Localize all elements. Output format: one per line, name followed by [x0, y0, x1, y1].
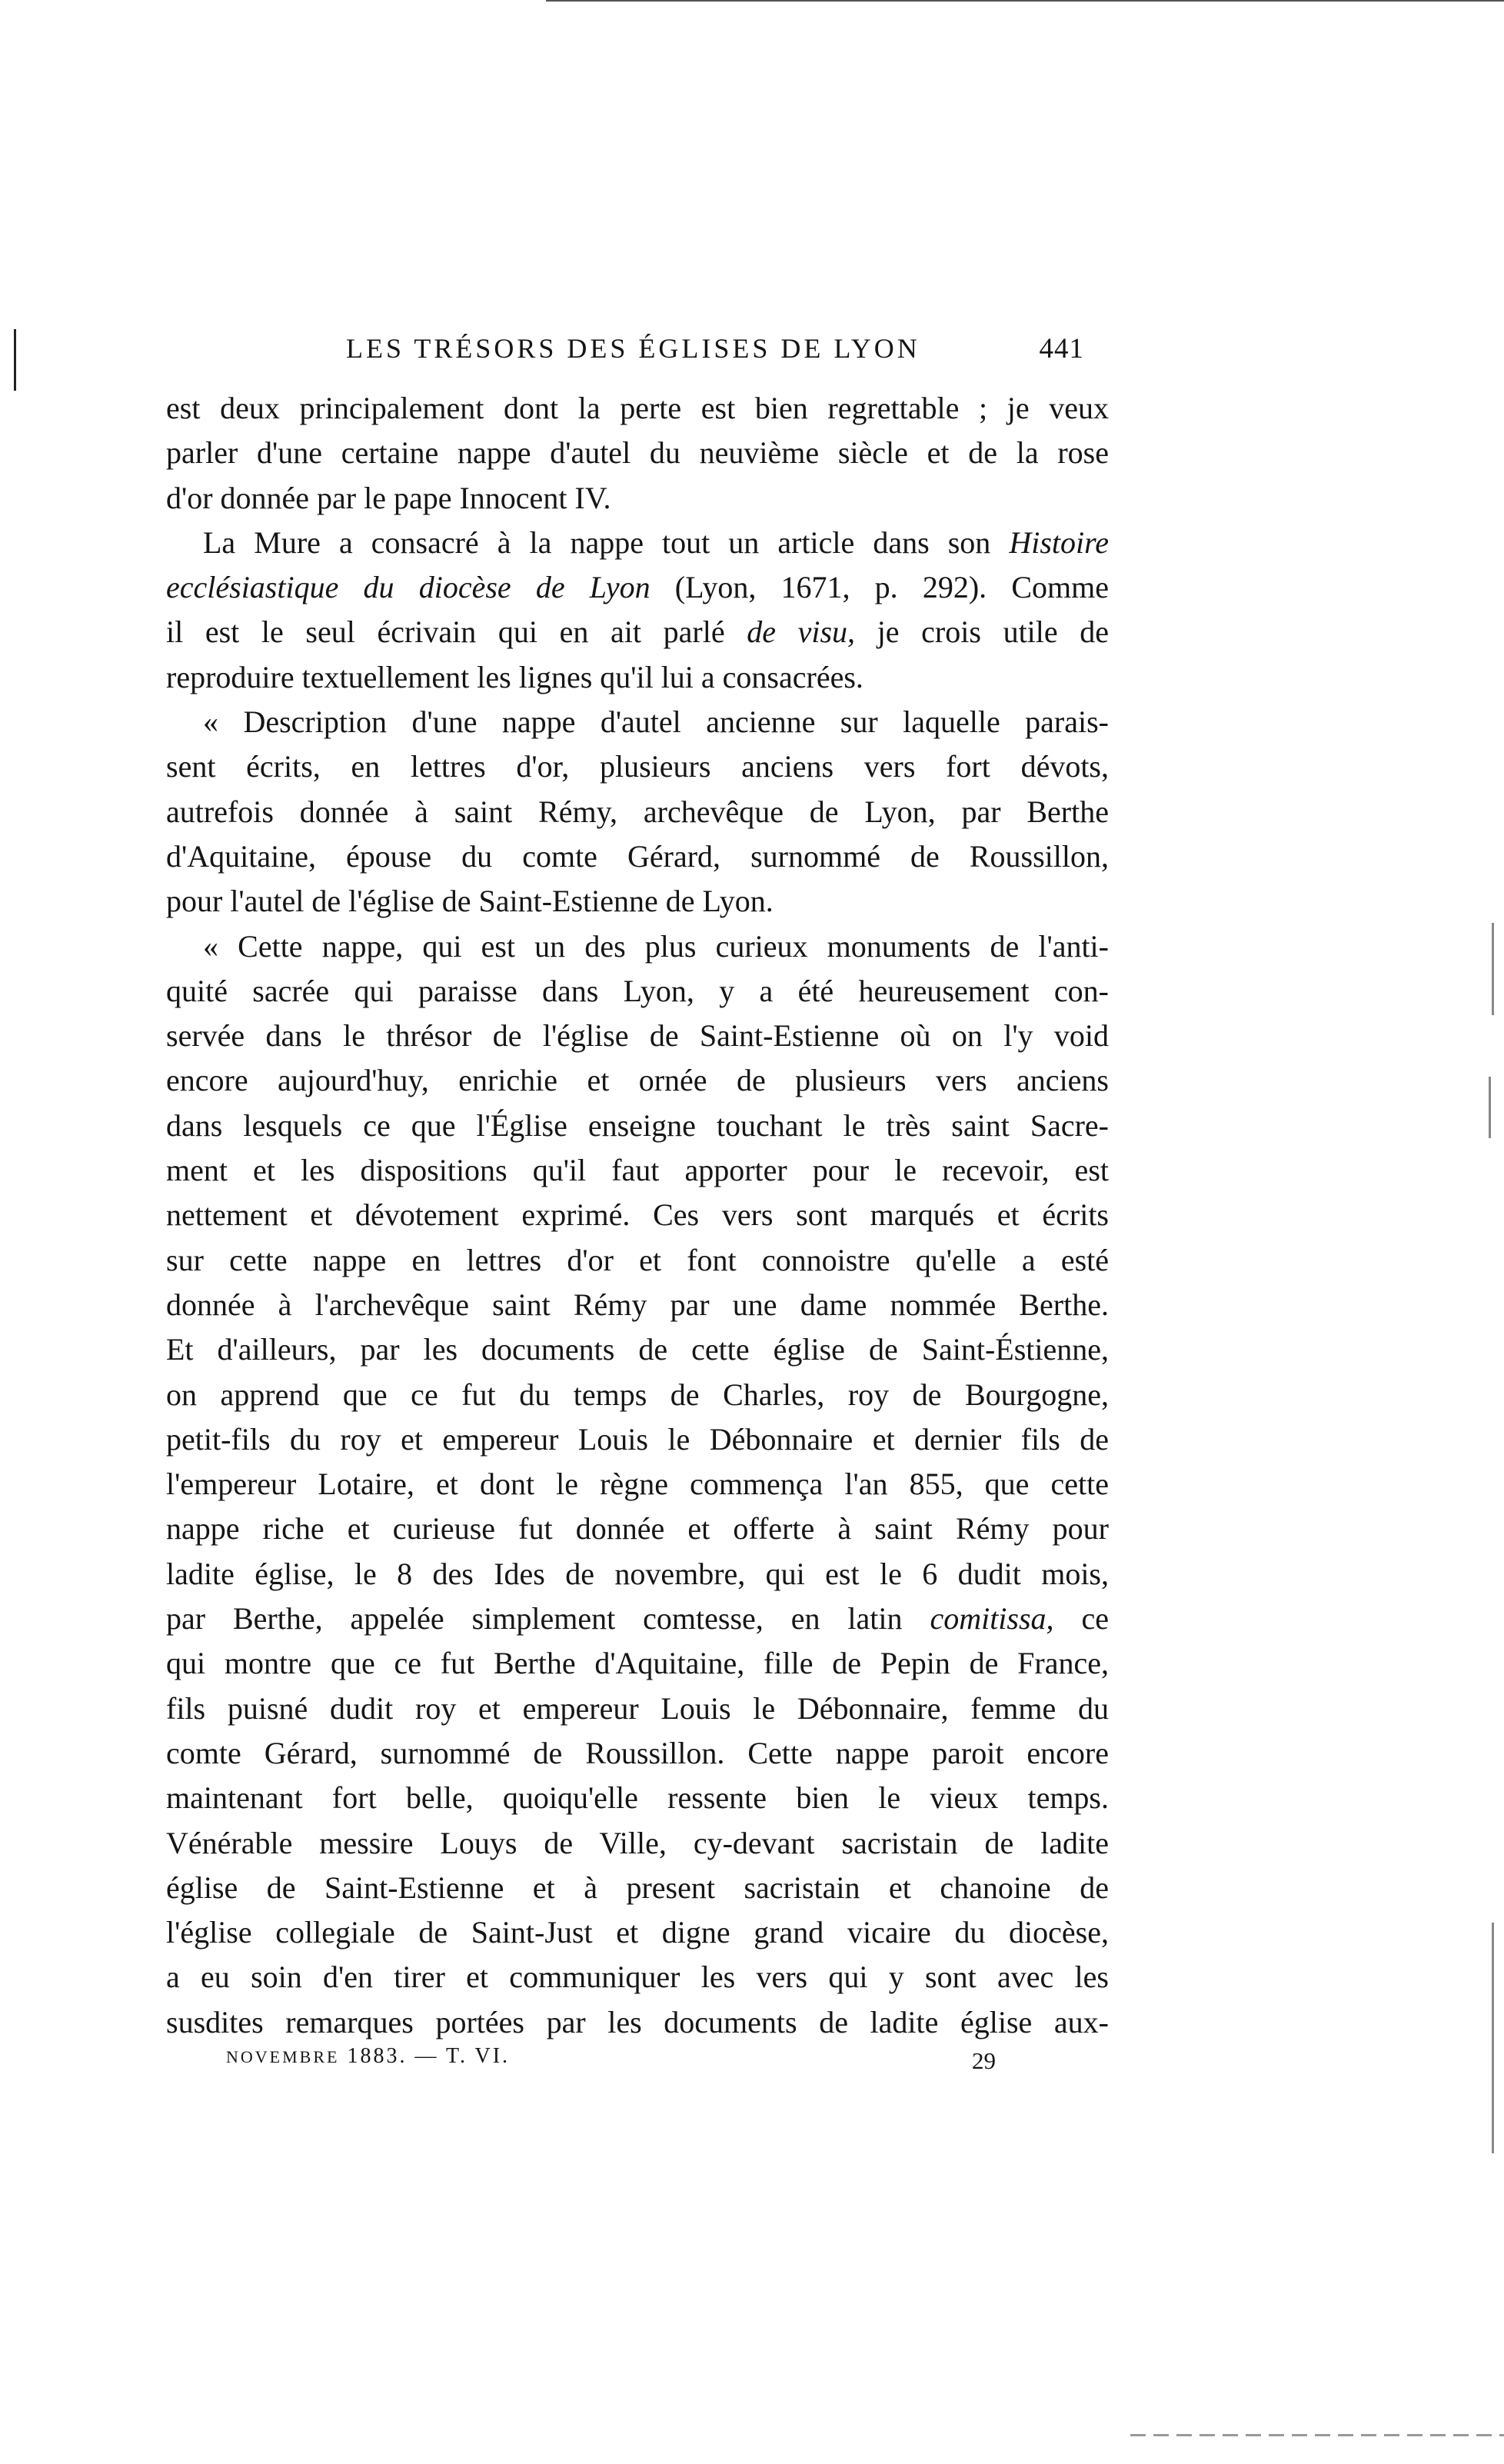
italic-phrase: de visu, [747, 614, 856, 650]
text-line: sur cette nappe en lettres d'or et font connoistre qu'elle a esté [166, 1242, 1109, 1277]
italic-word: comitissa, [930, 1601, 1054, 1637]
text-line: autrefois donnée à saint Rémy, archevêque de Lyon, par Berthe [166, 794, 1109, 829]
italic-title: Histoire [1009, 524, 1109, 560]
text-line [166, 521, 1109, 565]
text-line: sent écrits, en lettres d'or, plusieurs anciens vers fort dévots, [166, 749, 1109, 784]
text-line: on apprend que ce fut du temps de Charles, roy de Bourgogne, [166, 1377, 1109, 1412]
text-line: église de Saint-Estienne et à present sacristain et chanoine de [166, 1870, 1109, 1905]
text-span: La Mure a consacré à la nappe tout un article dans son [203, 524, 991, 560]
text-line: ment et les dispositions qu'il faut apporter pour le recevoir, est [166, 1153, 1109, 1188]
text-line: ladite église, le 8 des Ides de novembre, qui est le 6 dudit mois, [166, 1556, 1109, 1591]
text-line: fils puisné dudit roy et empereur Louis le Débonnaire, femme du [166, 1690, 1109, 1726]
page-number: 441 [1039, 333, 1084, 365]
text-line: a eu soin d'en tirer et communiquer les vers qui y sont avec les [166, 1960, 1109, 1995]
text-line: servée dans le thrésor de l'église de Saint-Estienne où on l'y void [166, 1018, 1109, 1054]
text-line: petit-fils du roy et empereur Louis le Débonnaire et dernier fils de [166, 1421, 1109, 1457]
text-line: pour l'autel de l'église de Saint-Estienne de Lyon. [166, 884, 774, 919]
text-line: qui montre que ce fut Berthe d'Aquitaine, fille de Pepin de France, [166, 1646, 1109, 1681]
text-line: Vénérable messire Louys de Ville, cy-devant sacristain de ladite [166, 1825, 1109, 1860]
scan-margin-mark [1489, 1077, 1491, 1138]
text-line: est deux principalement dont la perte est bien regrettable ; je veux [166, 391, 1109, 425]
text-line: encore aujourd'huy, enrichie et ornée de plusieurs vers anciens [166, 1063, 1109, 1098]
text-line: l'empereur Lotaire, et dont le règne commença l'an 855, que cette [166, 1467, 1109, 1502]
italic-title: ecclésiastique du diocèse de Lyon [166, 570, 651, 605]
body-text [166, 386, 1109, 2045]
signature-month: NOVEMBRE [226, 2047, 340, 2066]
text-line: nappe riche et curieuse fut donnée et offerte à saint Rémy pour [166, 1511, 1109, 1547]
text-line: quité sacrée qui paraisse dans Lyon, y a été heureusement con- [166, 973, 1109, 1008]
text-line: d'Aquitaine, épouse du comte Gérard, surnommé de Roussillon, [166, 838, 1109, 874]
text-line: susdites remarques portées par les documents de ladite église aux- [166, 2004, 1109, 2039]
text-line: Et d'ailleurs, par les documents de cette église de Saint-Éstienne, [166, 1332, 1109, 1367]
scan-edge-line [546, 0, 1504, 2]
text-span: par Berthe, appelée simplement comtesse, en latin [166, 1601, 903, 1637]
text-line: parler d'une certaine nappe d'autel du neuvième siècle et de la rose [166, 435, 1109, 471]
page-header [346, 332, 1084, 378]
text-span: il est le seul écrivain qui en ait parlé [166, 614, 725, 650]
text-line: l'église collegiale de Saint-Just et digne grand vicaire du diocèse, [166, 1915, 1109, 1950]
text-line: donnée à l'archevêque saint Rémy par une dame nommée Berthe. [166, 1287, 1109, 1322]
scan-margin-mark [1492, 923, 1494, 1015]
text-span: ce [1081, 1601, 1110, 1637]
text-span: je crois utile de [877, 614, 1110, 650]
scan-margin-mark [14, 329, 16, 391]
text-line [166, 610, 1109, 654]
text-line [166, 1597, 1109, 1641]
signature-details: 1883. — T. VI. [347, 2044, 511, 2068]
text-line: d'or donnée par le pape Innocent IV. [166, 480, 611, 515]
scan-edge-dashes [1130, 2434, 1504, 2436]
text-line: reproduire textuellement les lignes qu'il lui a consacrées. [166, 659, 863, 694]
printer-signature [226, 2044, 510, 2069]
signature-number: 29 [972, 2047, 996, 2074]
text-line: « Cette nappe, qui est un des plus curieux monuments de l'anti- [203, 928, 1109, 964]
running-title: LES TRÉSORS DES ÉGLISES DE LYON [346, 333, 920, 364]
text-line: comte Gérard, surnommé de Roussillon. Cette nappe paroit encore [166, 1735, 1109, 1770]
text-line: « Description d'une nappe d'autel ancienne sur laquelle parais- [203, 704, 1109, 740]
text-span: (Lyon, 1671, p. 292). Comme [674, 570, 1110, 605]
text-line: dans lesquels ce que l'Église enseigne touchant le très saint Sacre- [166, 1107, 1109, 1143]
text-line [166, 565, 1109, 610]
scan-margin-mark [1492, 1923, 1494, 2153]
text-line: nettement et dévotement exprimé. Ces vers sont marqués et écrits [166, 1197, 1109, 1233]
text-line: maintenant fort belle, quoiqu'elle ressente bien le vieux temps. [166, 1780, 1109, 1816]
page-footer [226, 2044, 1010, 2083]
